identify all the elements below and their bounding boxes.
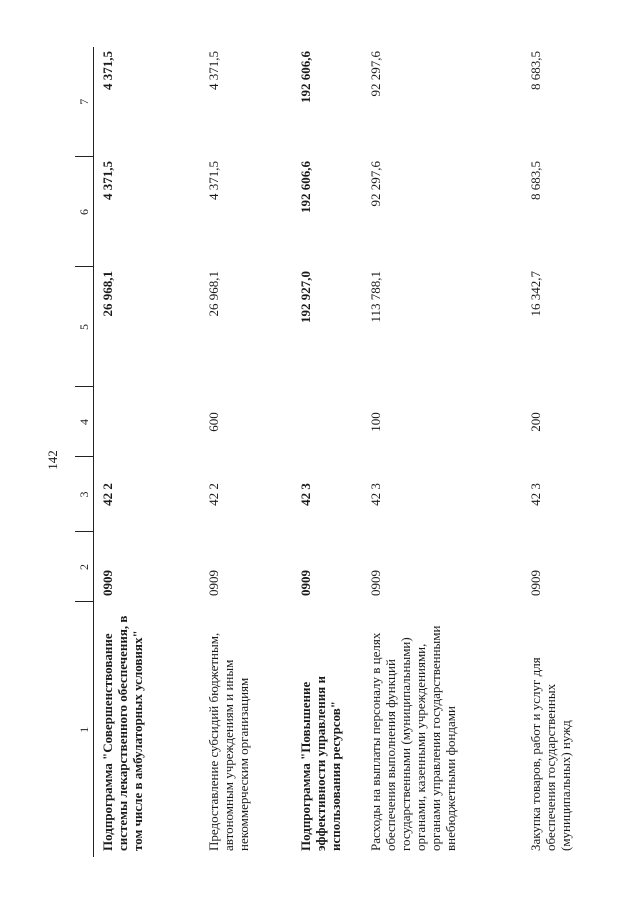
amount-7: 4 371,5 bbox=[100, 51, 115, 90]
amount-7: 92 297,6 bbox=[367, 51, 383, 97]
amount-6: 4 371,5 bbox=[205, 161, 221, 200]
expense-type bbox=[292, 387, 362, 457]
column-header: 7 bbox=[75, 47, 94, 157]
amount-5: 113 788,1 bbox=[367, 271, 383, 323]
expense-type bbox=[94, 387, 200, 457]
amount-6: 92 297,6 bbox=[367, 161, 383, 207]
amount-6: 8 683,5 bbox=[527, 161, 543, 200]
program-code: 42 3 bbox=[297, 483, 313, 506]
amount-6: 192 606,6 bbox=[297, 161, 313, 213]
amount-6: 4 371,5 bbox=[100, 161, 115, 200]
program-code: 42 3 bbox=[527, 483, 543, 506]
row-name: Подпрограмма "Совершенствование системы лекарственного обеспечения, в том числе в амбулаторных условиях" bbox=[100, 615, 145, 851]
expense-type: 200 bbox=[527, 412, 543, 432]
row-name: Расходы на выплаты персоналу в целях обеспечения выполнения функций государственными (муниципальными) органами, казенными учреждениями, органами управления государственными внебюджетными фондами bbox=[367, 625, 458, 851]
column-header: 5 bbox=[75, 267, 94, 387]
program-code: 42 3 bbox=[367, 483, 383, 506]
section-code: 0909 bbox=[100, 570, 115, 596]
table-row bbox=[362, 47, 522, 857]
table-row bbox=[522, 47, 606, 857]
section-code: 0909 bbox=[527, 570, 543, 596]
expense-type: 100 bbox=[367, 412, 383, 432]
column-header: 1 bbox=[75, 602, 94, 857]
section-code: 0909 bbox=[205, 570, 221, 596]
table-row bbox=[200, 47, 292, 857]
row-name: Предоставление субсидий бюджетным, автономным учреждениям и иным некоммерческим организациям bbox=[205, 632, 251, 851]
amount-7: 8 683,5 bbox=[527, 51, 543, 90]
amount-5: 26 968,1 bbox=[205, 271, 221, 317]
amount-7: 4 371,5 bbox=[205, 51, 221, 90]
program-code: 42 2 bbox=[100, 483, 115, 506]
table-row bbox=[94, 47, 200, 857]
budget-table bbox=[75, 47, 605, 857]
page-number: 142 bbox=[45, 450, 60, 470]
section-code: 0909 bbox=[367, 570, 383, 596]
amount-5: 26 968,1 bbox=[100, 271, 115, 317]
column-header: 6 bbox=[75, 157, 94, 267]
section-code: 0909 bbox=[297, 570, 313, 596]
column-header: 4 bbox=[75, 387, 94, 457]
column-header: 3 bbox=[75, 457, 94, 532]
table-row bbox=[292, 47, 362, 857]
row-name: Закупка товаров, работ и услуг для обеспечения государственных (муниципальных) нужд bbox=[527, 657, 573, 851]
expense-type: 600 bbox=[205, 412, 221, 432]
amount-7: 192 606,6 bbox=[297, 51, 313, 103]
column-header: 2 bbox=[75, 532, 94, 602]
table-header-row bbox=[75, 47, 94, 857]
program-code: 42 2 bbox=[205, 483, 221, 506]
amount-5: 192 927,0 bbox=[297, 271, 313, 323]
amount-5: 16 342,7 bbox=[527, 271, 543, 317]
row-name: Подпрограмма "Повышение эффективности управления и использования ресурсов" bbox=[297, 676, 343, 851]
budget-table-container bbox=[75, 47, 605, 857]
